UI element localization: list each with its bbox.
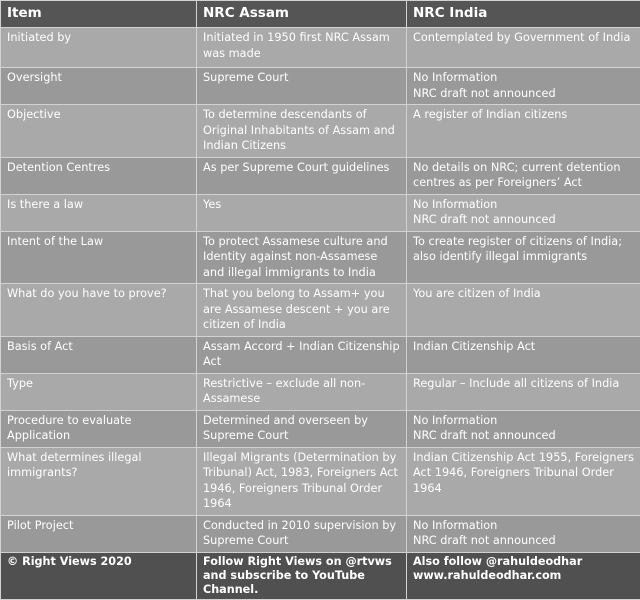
row-assam: Initiated in 1950 first NRC Assam was made xyxy=(197,28,407,68)
row-assam: Conducted in 2010 supervision by Supreme Court xyxy=(197,515,407,552)
table-row xyxy=(1,231,640,284)
table-row xyxy=(1,105,640,158)
row-assam: That you belong to Assam+ you are Assamese descent + you are citizen of India xyxy=(197,284,407,337)
row-india-line: No details on NRC; current detention centres as per Foreigners’ Act xyxy=(413,161,621,190)
row-item: What do you have to prove? xyxy=(1,284,197,337)
row-india xyxy=(407,410,640,447)
row-assam: Illegal Migrants (Determination by Tribunal) Act, 1983, Foreigners Act 1946, Foreigners Tribunal Order 1964 xyxy=(197,447,407,515)
row-india-line: No Information xyxy=(413,413,636,429)
row-item: What determines illegal immigrants? xyxy=(1,447,197,515)
row-assam: Determined and overseen by Supreme Court xyxy=(197,410,407,447)
table-row xyxy=(1,373,640,410)
footer-row xyxy=(1,552,640,599)
footer-follow-text: Follow Right Views on @rtvws and subscribe to YouTube Channel. xyxy=(197,552,407,599)
header-row xyxy=(1,1,640,28)
row-india-line: A register of Indian citizens xyxy=(413,108,567,121)
row-india-line: You are citizen of India xyxy=(413,287,541,300)
row-item: Intent of the Law xyxy=(1,231,197,284)
table-row xyxy=(1,68,640,105)
header-item: Item xyxy=(1,1,197,28)
row-item: Basis of Act xyxy=(1,336,197,373)
row-india-line: NRC draft not announced xyxy=(413,428,636,444)
table-row xyxy=(1,157,640,194)
row-item: Type xyxy=(1,373,197,410)
row-india xyxy=(407,336,640,373)
row-india xyxy=(407,105,640,158)
row-item: Detention Centres xyxy=(1,157,197,194)
row-india xyxy=(407,515,640,552)
row-india xyxy=(407,447,640,515)
footer-also-follow xyxy=(407,552,640,599)
row-india-line: NRC draft not announced xyxy=(413,533,636,549)
row-india xyxy=(407,284,640,337)
footer-website: www.rahuldeodhar.com xyxy=(413,569,636,583)
table-row xyxy=(1,515,640,552)
footer-copyright: © Right Views 2020 xyxy=(1,552,197,599)
row-item: Pilot Project xyxy=(1,515,197,552)
row-india xyxy=(407,68,640,105)
row-india-line: NRC draft not announced xyxy=(413,212,636,228)
table-row xyxy=(1,447,640,515)
row-assam: Yes xyxy=(197,194,407,231)
row-item: Initiated by xyxy=(1,28,197,68)
row-india xyxy=(407,157,640,194)
row-assam: To protect Assamese culture and Identity against non-Assamese and illegal immigrants to India xyxy=(197,231,407,284)
row-item: Procedure to evaluate Application xyxy=(1,410,197,447)
row-assam: To determine descendants of Original Inhabitants of Assam and Indian Citizens xyxy=(197,105,407,158)
row-india xyxy=(407,28,640,68)
table-row xyxy=(1,336,640,373)
row-india-line: Regular – Include all citizens of India xyxy=(413,377,619,390)
row-india-line: Indian Citizenship Act xyxy=(413,340,535,353)
header-nrc-india: NRC India xyxy=(407,1,640,28)
table-row xyxy=(1,410,640,447)
row-item: Oversight xyxy=(1,68,197,105)
row-assam: Assam Accord + Indian Citizenship Act xyxy=(197,336,407,373)
table-row xyxy=(1,194,640,231)
row-assam: As per Supreme Court guidelines xyxy=(197,157,407,194)
table-row xyxy=(1,284,640,337)
row-india-line: To create register of citizens of India; also identify illegal immigrants xyxy=(413,235,622,264)
row-india-line: No Information xyxy=(413,518,636,534)
header-nrc-assam: NRC Assam xyxy=(197,1,407,28)
row-india xyxy=(407,194,640,231)
row-india-line: Contemplated by Government of India xyxy=(413,31,630,44)
row-assam: Supreme Court xyxy=(197,68,407,105)
row-india xyxy=(407,373,640,410)
row-india-line: No Information xyxy=(413,197,636,213)
row-assam: Restrictive – exclude all non-Assamese xyxy=(197,373,407,410)
row-item: Is there a law xyxy=(1,194,197,231)
row-india-line: No Information xyxy=(413,70,636,86)
table-row xyxy=(1,28,640,68)
row-india-line: Indian Citizenship Act 1955, Foreigners Act 1946, Foreigners Tribunal Order 1964 xyxy=(413,451,634,495)
row-item: Objective xyxy=(1,105,197,158)
row-india xyxy=(407,231,640,284)
row-india-line: NRC draft not announced xyxy=(413,86,636,102)
footer-twitter-handle: Also follow @rahuldeodhar xyxy=(413,555,636,569)
